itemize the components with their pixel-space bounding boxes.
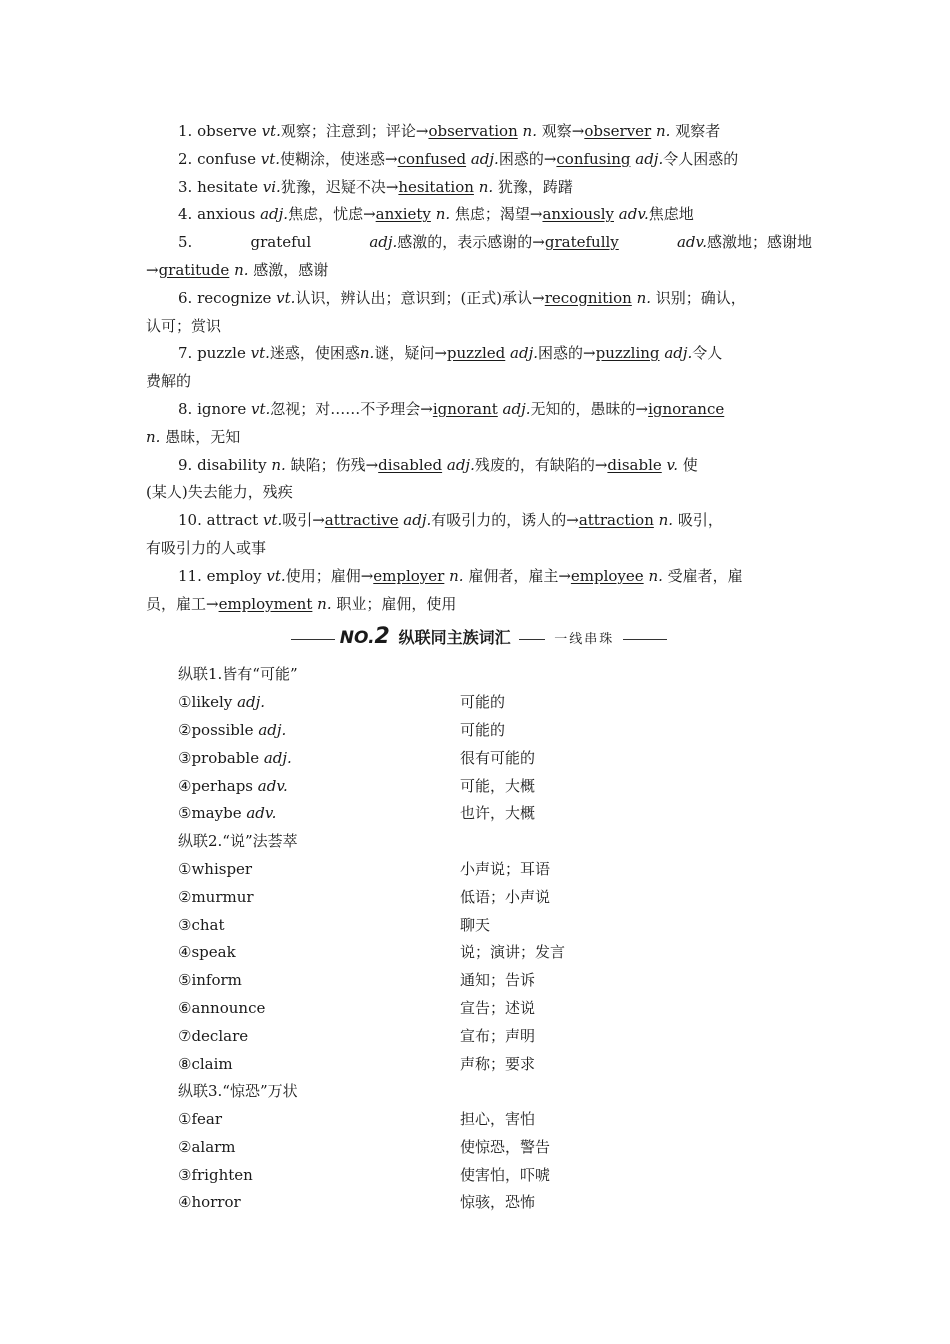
section-number: 2 xyxy=(374,624,390,650)
vocab-meaning: 惊骇，恐怖 xyxy=(460,1193,536,1212)
vocab-meaning: 宣布；声明 xyxy=(460,1026,536,1045)
vocab-meaning: 小声说；耳语 xyxy=(460,859,551,878)
vocab-row xyxy=(146,717,812,745)
vocab-word: ①fear xyxy=(178,1110,222,1129)
vocab-word: ③chat xyxy=(178,915,225,934)
entry-5: 5. grateful adj.感激的，表示感谢的→gratefully adv.感激地；感谢地 xyxy=(178,233,812,252)
vocab-word: ②alarm xyxy=(178,1137,236,1156)
vocab-word: ⑥announce xyxy=(178,998,266,1017)
vocab-word: ③probable xyxy=(178,748,260,767)
vocab-row xyxy=(146,1106,812,1134)
vocab-meaning: 通知；告诉 xyxy=(460,971,536,990)
vocab-row xyxy=(146,995,812,1023)
vocab-word: ④speak xyxy=(178,943,236,962)
entry-6-cont: 认可；赏识 xyxy=(146,316,222,335)
entry-1: 1. observe vt.观察；注意到；评论→observation n. 观察→observer n. 观察者 xyxy=(178,122,721,140)
vocab-word: ③frighten xyxy=(178,1165,253,1184)
section-heading xyxy=(146,622,812,655)
vocab-meaning: 说；演讲；发言 xyxy=(460,943,566,962)
vocab-row xyxy=(146,800,812,828)
vocab-pos: adv. xyxy=(257,776,288,795)
vocab-pos: adj. xyxy=(258,720,287,739)
vocab-meaning: 担心，害怕 xyxy=(460,1110,536,1129)
entry-6: 6. recognize vt.认识，辨认出；意识到；(正式)承认→recognition n. 识别；确认， xyxy=(178,288,746,307)
vocab-row xyxy=(146,745,812,773)
entry-3: 3. hesitate vi.犹豫，迟疑不决→hesitation n. 犹豫，踌躇 xyxy=(178,177,573,196)
vocab-meaning: 聊天 xyxy=(460,915,491,934)
vocab-meaning: 使害怕，吓唬 xyxy=(460,1165,551,1184)
vocab-word: ④perhaps xyxy=(178,776,253,795)
vocab-row xyxy=(146,884,812,912)
entry-8: 8. ignore vt.忽视；对……不予理会→ignorant adj.无知的，愚昧的→ignorance xyxy=(178,399,725,418)
vocab-meaning: 低语；小声说 xyxy=(460,887,551,906)
heading-rule-mid xyxy=(519,639,545,640)
entry-2: 2. confuse vt.使糊涂，使迷惑→confused adj.困惑的→confusing adj.令人困惑的 xyxy=(178,149,739,168)
vocab-pos: adj. xyxy=(237,693,266,712)
vocab-meaning: 声称；要求 xyxy=(460,1054,536,1073)
vocab-meaning: 很有可能的 xyxy=(460,748,536,767)
vocab-word: ⑤maybe xyxy=(178,804,242,823)
vocab-row xyxy=(146,939,812,967)
group-heading: 纵联2.“说”法荟萃 xyxy=(178,832,298,851)
vocab-row xyxy=(146,856,812,884)
document-page xyxy=(146,118,812,1217)
vocab-pos: adv. xyxy=(246,804,277,823)
vocab-word: ⑦declare xyxy=(178,1026,249,1045)
section-title: 纵联同主族词汇 xyxy=(398,628,511,648)
vocab-word: ②possible xyxy=(178,720,254,739)
vocab-row xyxy=(146,1051,812,1079)
vocab-meaning: 使惊恐，警告 xyxy=(460,1137,551,1156)
vocab-word: ④horror xyxy=(178,1193,241,1212)
heading-rule-right xyxy=(623,639,667,640)
group-heading: 纵联3.“惊恐”万状 xyxy=(178,1082,298,1101)
entry-11-cont: 员，雇工→employment n. 职业；雇佣，使用 xyxy=(146,594,457,613)
section-subtitle: 一线串珠 xyxy=(554,632,615,648)
vocab-row xyxy=(146,912,812,940)
vocab-meaning: 宣告；述说 xyxy=(460,998,536,1017)
heading-rule-left xyxy=(291,639,335,640)
vocab-word: ⑧claim xyxy=(178,1054,233,1073)
vocab-word: ②murmur xyxy=(178,887,254,906)
entry-9: 9. disability n. 缺陷；伤残→disabled adj.残废的，有缺陷的→disable v. 使 xyxy=(178,455,698,474)
entry-11: 11. employ vt.使用；雇佣→employer n. 雇佣者，雇主→employee n. 受雇者，雇 xyxy=(178,566,743,585)
vocab-row xyxy=(146,967,812,995)
vocab-row xyxy=(146,1162,812,1190)
entry-9-cont: (某人)失去能力，残疾 xyxy=(146,483,293,502)
vocab-row xyxy=(146,773,812,801)
vocab-row xyxy=(146,1023,812,1051)
entry-10: 10. attract vt.吸引→attractive adj.有吸引力的，诱人的→attraction n. 吸引， xyxy=(178,511,723,530)
vocab-row xyxy=(146,1134,812,1162)
vocab-word: ①likely xyxy=(178,693,233,712)
vocab-row xyxy=(146,1189,812,1217)
entry-7: 7. puzzle vt.迷惑，使困惑n.谜，疑问→puzzled adj.困惑的→puzzling adj.令人 xyxy=(178,344,723,363)
section-number-prefix: NO. xyxy=(339,628,375,649)
vocab-pos: adj. xyxy=(263,748,292,767)
vocab-meaning: 可能的 xyxy=(460,693,506,712)
entry-8-cont: n. 愚昧，无知 xyxy=(146,427,241,446)
vocab-word: ⑤inform xyxy=(178,971,242,990)
group-heading: 纵联1.皆有“可能” xyxy=(178,665,298,684)
entry-10-cont: 有吸引力的人或事 xyxy=(146,538,267,557)
entry-7-cont: 费解的 xyxy=(146,372,192,391)
vocab-meaning: 也许，大概 xyxy=(460,804,536,823)
entry-4: 4. anxious adj.焦虑，忧虑→anxiety n. 焦虑；渴望→anxiously adv.焦虑地 xyxy=(178,205,694,224)
vocab-meaning: 可能的 xyxy=(460,720,506,739)
entry-5-cont: →gratitude n. 感激，感谢 xyxy=(146,260,329,279)
vocab-word: ①whisper xyxy=(178,859,253,878)
vocab-row xyxy=(146,689,812,717)
vocab-meaning: 可能，大概 xyxy=(460,776,536,795)
